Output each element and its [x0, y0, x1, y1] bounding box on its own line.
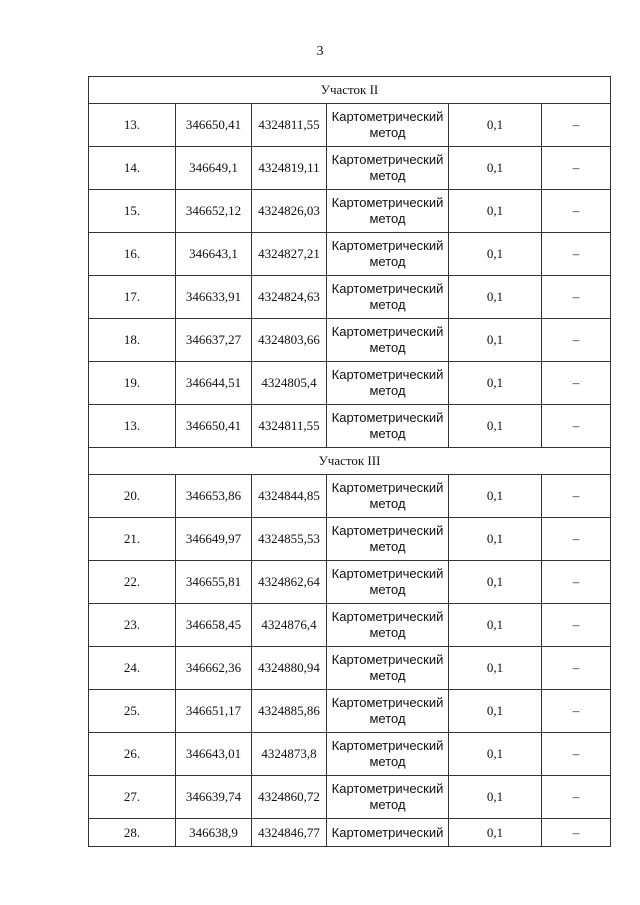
y-coordinate-cell: 4324860,72 [252, 776, 327, 819]
point-number-cell: 22. [89, 561, 176, 604]
point-number-cell: 13. [89, 104, 176, 147]
table-row [89, 147, 611, 190]
method-line-1: Картометрический [331, 609, 444, 624]
x-coordinate-cell: 346650,41 [176, 405, 252, 448]
note-cell: – [542, 819, 611, 847]
method-line-1: Картометрический [331, 410, 444, 425]
accuracy-cell: 0,1 [449, 690, 542, 733]
method-cell [327, 518, 449, 561]
table-row [89, 276, 611, 319]
method-line-2: метод [369, 383, 406, 398]
method-line-1: Картометрический [331, 824, 444, 840]
note-cell: – [542, 104, 611, 147]
y-coordinate-cell: 4324846,77 [252, 819, 327, 847]
method-line-2: метод [369, 340, 406, 355]
y-coordinate-cell: 4324855,53 [252, 518, 327, 561]
y-coordinate-cell: 4324880,94 [252, 647, 327, 690]
x-coordinate-cell: 346649,1 [176, 147, 252, 190]
method-line-2: метод [369, 297, 406, 312]
y-coordinate-cell: 4324885,86 [252, 690, 327, 733]
point-number-cell: 18. [89, 319, 176, 362]
note-cell: – [542, 518, 611, 561]
point-number-cell: 26. [89, 733, 176, 776]
note-cell: – [542, 475, 611, 518]
y-coordinate-cell: 4324862,64 [252, 561, 327, 604]
coordinates-table-body [89, 77, 611, 847]
y-coordinate-cell: 4324876,4 [252, 604, 327, 647]
point-number-cell: 20. [89, 475, 176, 518]
method-line-2: метод [369, 625, 406, 640]
accuracy-cell: 0,1 [449, 362, 542, 405]
method-cell [327, 147, 449, 190]
table-row [89, 561, 611, 604]
page-number: 3 [316, 44, 324, 59]
accuracy-cell: 0,1 [449, 733, 542, 776]
accuracy-cell: 0,1 [449, 776, 542, 819]
method-line-1: Картометрический [331, 367, 444, 382]
x-coordinate-cell: 346649,97 [176, 518, 252, 561]
x-coordinate-cell: 346662,36 [176, 647, 252, 690]
point-number-cell: 13. [89, 405, 176, 448]
accuracy-cell: 0,1 [449, 604, 542, 647]
table-row [89, 190, 611, 233]
y-coordinate-cell: 4324805,4 [252, 362, 327, 405]
method-line-2: метод [369, 254, 406, 269]
table-row [89, 518, 611, 561]
y-coordinate-cell: 4324844,85 [252, 475, 327, 518]
accuracy-cell: 0,1 [449, 104, 542, 147]
x-coordinate-cell: 346637,27 [176, 319, 252, 362]
note-cell: – [542, 362, 611, 405]
x-coordinate-cell: 346658,45 [176, 604, 252, 647]
method-line-1: Картометрический [331, 652, 444, 667]
method-cell [327, 104, 449, 147]
x-coordinate-cell: 346638,9 [176, 819, 252, 847]
table-row [89, 362, 611, 405]
method-cell [327, 776, 449, 819]
method-line-1: Картометрический [331, 523, 444, 538]
method-line-1: Картометрический [331, 238, 444, 253]
method-cell [327, 362, 449, 405]
method-line-2: метод [369, 168, 406, 183]
point-number-cell: 23. [89, 604, 176, 647]
point-number-cell: 16. [89, 233, 176, 276]
note-cell: – [542, 647, 611, 690]
x-coordinate-cell: 346653,86 [176, 475, 252, 518]
table-row [89, 104, 611, 147]
method-cell [327, 561, 449, 604]
point-number-cell: 15. [89, 190, 176, 233]
method-line-2: метод [369, 539, 406, 554]
table-row [89, 690, 611, 733]
method-line-1: Картометрический [331, 152, 444, 167]
x-coordinate-cell: 346633,91 [176, 276, 252, 319]
method-line-1: Картометрический [331, 566, 444, 581]
method-cell [327, 647, 449, 690]
note-cell: – [542, 561, 611, 604]
y-coordinate-cell: 4324811,55 [252, 104, 327, 147]
y-coordinate-cell: 4324824,63 [252, 276, 327, 319]
note-cell: – [542, 604, 611, 647]
note-cell: – [542, 405, 611, 448]
method-line-2: метод [369, 496, 406, 511]
y-coordinate-cell: 4324826,03 [252, 190, 327, 233]
method-line-1: Картометрический [331, 781, 444, 796]
y-coordinate-cell: 4324803,66 [252, 319, 327, 362]
x-coordinate-cell: 346639,74 [176, 776, 252, 819]
coordinates-table [88, 76, 611, 847]
accuracy-cell: 0,1 [449, 475, 542, 518]
section-title: Участок II [89, 77, 611, 104]
method-line-1: Картометрический [331, 195, 444, 210]
method-line-2: метод [369, 125, 406, 140]
method-line-2: метод [369, 711, 406, 726]
y-coordinate-cell: 4324819,11 [252, 147, 327, 190]
note-cell: – [542, 190, 611, 233]
accuracy-cell: 0,1 [449, 405, 542, 448]
method-cell [327, 319, 449, 362]
accuracy-cell: 0,1 [449, 647, 542, 690]
point-number-cell: 25. [89, 690, 176, 733]
table-row [89, 604, 611, 647]
x-coordinate-cell: 346655,81 [176, 561, 252, 604]
method-line-1: Картометрический [331, 738, 444, 753]
method-line-2: метод [369, 754, 406, 769]
x-coordinate-cell: 346652,12 [176, 190, 252, 233]
method-line-1: Картометрический [331, 695, 444, 710]
method-line-2: метод [369, 426, 406, 441]
accuracy-cell: 0,1 [449, 147, 542, 190]
table-row [89, 776, 611, 819]
method-cell [327, 690, 449, 733]
method-cell [327, 190, 449, 233]
method-line-1: Картометрический [331, 109, 444, 124]
note-cell: – [542, 147, 611, 190]
method-line-1: Картометрический [331, 324, 444, 339]
point-number-cell: 28. [89, 819, 176, 847]
table-row [89, 647, 611, 690]
accuracy-cell: 0,1 [449, 276, 542, 319]
method-cell [327, 405, 449, 448]
x-coordinate-cell: 346644,51 [176, 362, 252, 405]
note-cell: – [542, 733, 611, 776]
method-line-1: Картометрический [331, 281, 444, 296]
x-coordinate-cell: 346651,17 [176, 690, 252, 733]
table-row [89, 319, 611, 362]
note-cell: – [542, 276, 611, 319]
accuracy-cell: 0,1 [449, 190, 542, 233]
accuracy-cell: 0,1 [449, 233, 542, 276]
table-row [89, 233, 611, 276]
point-number-cell: 14. [89, 147, 176, 190]
section-header-row [89, 448, 611, 475]
note-cell: – [542, 233, 611, 276]
point-number-cell: 17. [89, 276, 176, 319]
section-title: Участок III [89, 448, 611, 475]
section-header-row [89, 77, 611, 104]
method-cell [327, 819, 449, 847]
note-cell: – [542, 319, 611, 362]
x-coordinate-cell: 346643,01 [176, 733, 252, 776]
table-row [89, 733, 611, 776]
y-coordinate-cell: 4324827,21 [252, 233, 327, 276]
point-number-cell: 21. [89, 518, 176, 561]
note-cell: – [542, 776, 611, 819]
method-line-2: метод [369, 797, 406, 812]
y-coordinate-cell: 4324811,55 [252, 405, 327, 448]
method-cell [327, 475, 449, 518]
method-line-2: метод [369, 582, 406, 597]
method-line-1: Картометрический [331, 480, 444, 495]
table-row [89, 819, 611, 847]
accuracy-cell: 0,1 [449, 819, 542, 847]
note-cell: – [542, 690, 611, 733]
table-row [89, 405, 611, 448]
method-cell [327, 233, 449, 276]
point-number-cell: 19. [89, 362, 176, 405]
x-coordinate-cell: 346643,1 [176, 233, 252, 276]
accuracy-cell: 0,1 [449, 518, 542, 561]
x-coordinate-cell: 346650,41 [176, 104, 252, 147]
accuracy-cell: 0,1 [449, 561, 542, 604]
table-row [89, 475, 611, 518]
method-cell [327, 276, 449, 319]
accuracy-cell: 0,1 [449, 319, 542, 362]
y-coordinate-cell: 4324873,8 [252, 733, 327, 776]
method-cell [327, 604, 449, 647]
method-line-2: метод [369, 211, 406, 226]
point-number-cell: 27. [89, 776, 176, 819]
point-number-cell: 24. [89, 647, 176, 690]
method-line-2: метод [369, 668, 406, 683]
method-cell [327, 733, 449, 776]
